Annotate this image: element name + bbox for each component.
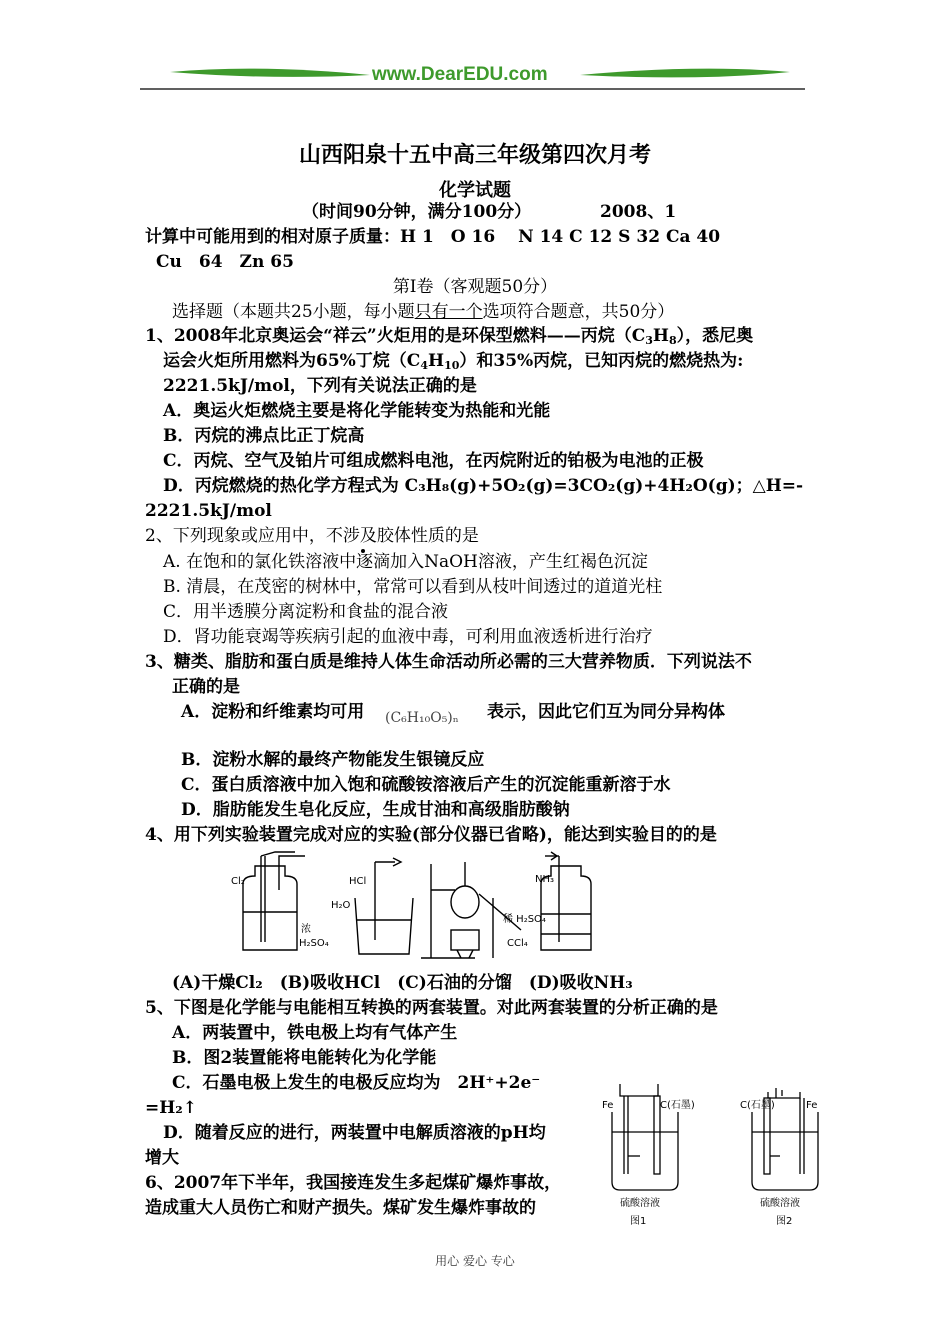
mc-instructions-underlined: 只有一个	[414, 302, 483, 322]
fig2-fe-label: Fe	[806, 1100, 818, 1111]
q1-option-d	[163, 474, 803, 499]
q2-stem-pre: 2、下列现象或应用中，	[145, 526, 326, 546]
q1-sub: 10	[444, 359, 460, 372]
q5-option-d: D．随着反应的进行，两装置中电解质溶液的pH均	[163, 1123, 546, 1143]
q3-option-b: B．淀粉水解的最终产物能发生银镜反应	[181, 750, 485, 770]
q3-stem-line-1: 3、糖类、脂肪和蛋白质是维持人体生命活动所必需的三大营养物质．下列说法不	[145, 652, 752, 672]
label-hcl: HCl	[349, 876, 367, 887]
section-heading: 第Ⅰ卷（客观题50分）	[392, 277, 558, 297]
q5-option-b: B．图2装置能将电能转化为化学能	[172, 1048, 437, 1068]
fig2-solution-label: 硫酸溶液	[760, 1198, 800, 1209]
q5-stem: 5、下图是化学能与电能相互转换的两套装置。对此两套装置的分析正确的是	[145, 998, 718, 1018]
q1-stem-line-2	[163, 349, 743, 374]
q1-text: 运会火炬所用燃料为65%丁烷（C	[163, 351, 421, 371]
page-title: 山西阳泉十五中高三年级第四次月考	[298, 142, 651, 168]
q2-stem-post: 涉及胶体性质的是	[342, 526, 479, 546]
q1-stem-line-3: 2221.5kJ/mol，下列有关说法正确的是	[163, 376, 477, 396]
label-cl2: Cl₂	[231, 876, 245, 887]
fig1-solution-label: 硫酸溶液	[620, 1198, 660, 1209]
q1-text: H	[652, 326, 669, 346]
q3-option-a-post: 表示，因此它们互为同分异构体	[487, 702, 725, 722]
q3-option-a-pre: A．淀粉和纤维素均可用	[181, 702, 365, 722]
q4-stem: 4、用下列实验装置完成对应的实验(部分仪器已省略)，能达到实验目的的是	[145, 825, 717, 845]
q1-sub: 3	[645, 334, 653, 347]
label-h2so4: H₂SO₄	[299, 938, 329, 949]
q1-text: 1、2008年北京奥运会“祥云”火炬用的是环保型燃料——丙烷（C	[145, 326, 646, 346]
mc-instructions	[172, 300, 674, 325]
q5-option-c-line-2: =H₂↑	[145, 1098, 197, 1118]
q2-option-a: A. 在饱和的氯化铁溶液中逐滴加入NaOH溶液，产生红褐色沉淀	[163, 552, 648, 572]
q5-option-a: A．两装置中，铁电极上均有气体产生	[172, 1023, 458, 1043]
q2-option-c: C．用半透膜分离淀粉和食盐的混合液	[163, 602, 449, 622]
fig1-graphite-label: C(石墨)	[660, 1100, 695, 1111]
time-info: （时间90分钟，满分100分）	[302, 202, 532, 222]
fig1-caption: 图1	[630, 1216, 647, 1227]
header-banner	[140, 60, 810, 96]
label-nh3: NH₃	[535, 874, 555, 885]
q1-text: H	[428, 351, 445, 371]
fig1-fe-label: Fe	[602, 1100, 614, 1111]
q5-option-c: C．石墨电极上发生的电极反应均为 2H⁺+2e⁻	[172, 1073, 541, 1093]
lab-apparatus-drawing	[225, 850, 625, 965]
q3-option-d: D．脂肪能发生皂化反应，生成甘油和高级脂肪酸钠	[181, 800, 570, 820]
label-dilute-h2so4: 稀 H₂SO₄	[503, 914, 546, 925]
fig2-caption: 图2	[776, 1216, 793, 1227]
q1-option-c: C．丙烷、空气及铂片可组成燃料电池，在丙烷附近的铂极为电池的正极	[163, 451, 704, 471]
label-h2o: H₂O	[331, 900, 351, 911]
q1-text: ），悉尼奥	[676, 326, 754, 346]
q4-options: (A)干燥Cl₂ (B)吸收HCl (C)石油的分馏 (D)吸收NH₃	[172, 973, 633, 993]
q1-text: ）和35%丙烷，已知丙烷的燃烧热为:	[459, 351, 744, 371]
q6-stem-line-2: 造成重大人员伤亡和财产损失。煤矿发生爆炸事故的	[145, 1198, 536, 1218]
mc-instructions-pre: 选择题（本题共25小题，每小题	[172, 302, 415, 322]
site-url: www.DearEDU.com	[372, 64, 548, 85]
q6-stem-line-1: 6、2007年下半年，我国接连发生多起煤矿爆炸事故，	[145, 1173, 562, 1193]
q5-option-d-line-2: 增大	[145, 1148, 179, 1168]
q1-option-d-pre: D．丙烷燃烧的热化学方程式为	[163, 476, 405, 496]
q1-option-d-equation: C₃H₈(g)+5O₂(g)=3CO₂(g)+4H₂O(g)；△H=-	[404, 476, 804, 496]
q3-formula: (C₆H₁₀O₅)ₙ	[385, 710, 459, 726]
atomic-mass-line-2: Cu 64 Zn 65	[156, 252, 294, 272]
q1-option-d-line-2: 2221.5kJ/mol	[145, 501, 272, 521]
electrochem-figures	[600, 1078, 835, 1238]
q1-option-a: A．奥运火炬燃烧主要是将化学能转变为热能和光能	[163, 401, 551, 421]
electrochem-drawing	[600, 1078, 835, 1238]
q4-apparatus-figure	[225, 850, 625, 965]
label-conc: 浓	[301, 924, 311, 935]
q3-stem-line-2: 正确的是	[172, 677, 240, 697]
q1-sub: 8	[668, 334, 677, 347]
q1-sub: 4	[420, 359, 428, 372]
fig2-graphite-label: C(石墨)	[740, 1100, 775, 1111]
mc-instructions-post: 选项符合题意，共50分）	[482, 302, 675, 322]
label-ccl4: CCl₄	[507, 938, 528, 949]
q1-option-b: B．丙烷的沸点比正丁烷高	[163, 426, 365, 446]
q2-option-b: B. 清晨，在茂密的树林中，常常可以看到从枝叶间透过的道道光柱	[163, 577, 663, 597]
subject-title: 化学试题	[439, 180, 511, 201]
q3-option-c: C．蛋白质溶液中加入饱和硫酸铵溶液后产生的沉淀能重新溶于水	[181, 775, 671, 795]
q2-option-d: D．肾功能衰竭等疾病引起的血液中毒，可利用血液透析进行治疗	[163, 627, 653, 647]
q2-stem-emphasis: 不	[325, 526, 343, 546]
atomic-mass-line-1: 计算中可能用到的相对原子质量：H 1 O 16 N 14 C 12 S 32 Ca 40	[145, 227, 721, 247]
q1-stem-line-1	[145, 324, 753, 349]
exam-date: 2008、1	[600, 202, 677, 222]
q2-stem	[145, 524, 479, 549]
page-footer: 用心 爱心 专心	[435, 1254, 515, 1268]
